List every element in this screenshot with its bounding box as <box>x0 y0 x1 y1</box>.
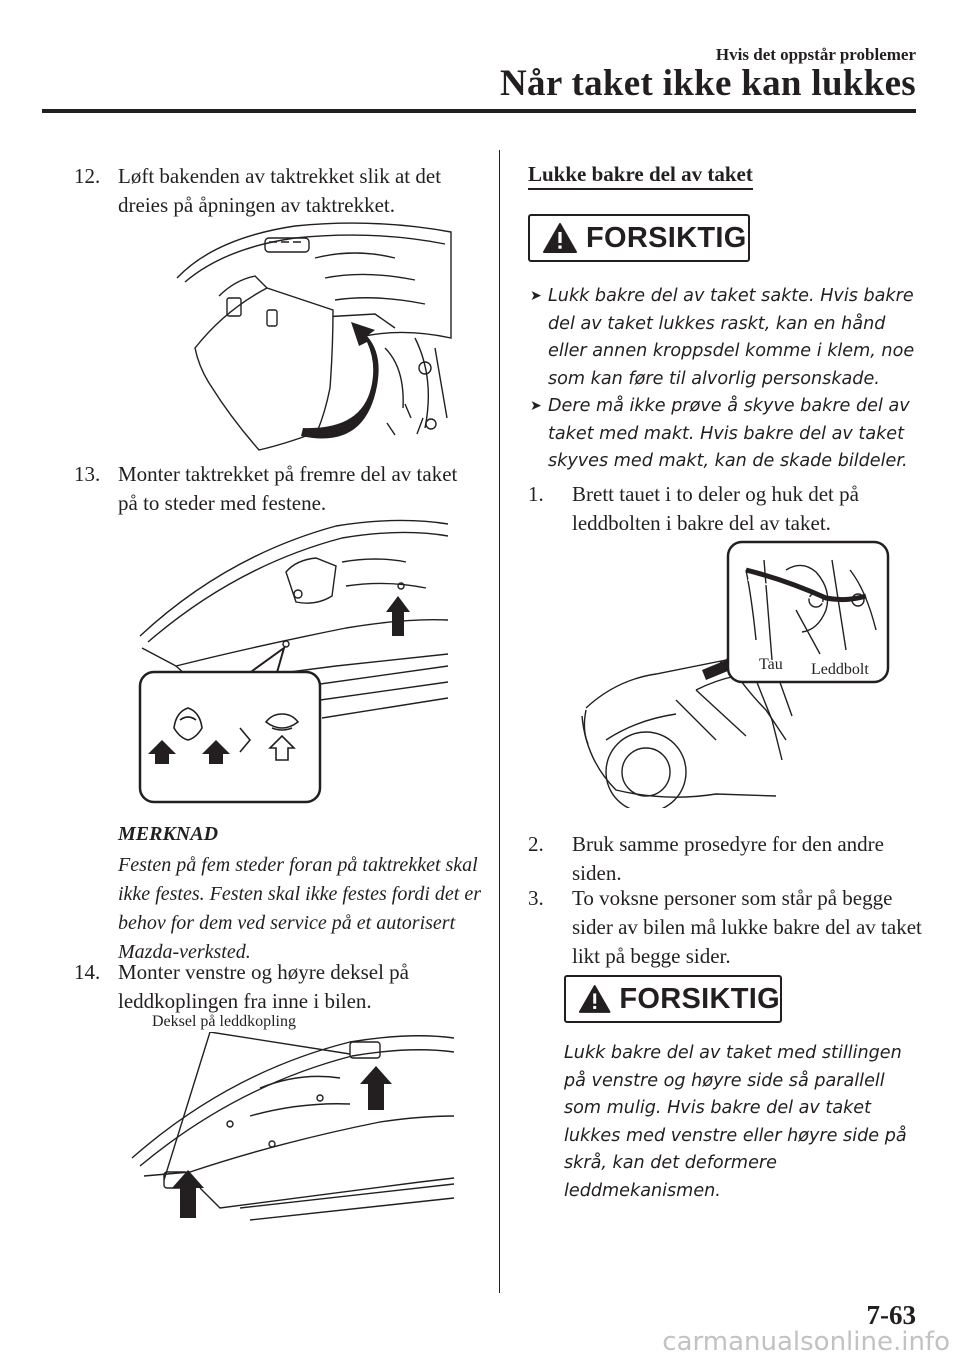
note-body: Festen på fem steder foran på taktrekket skal ikke festes. Festen skal ikke festes fordi det er behov for dem ved service på et autorisert Mazda-verksted. <box>118 854 482 963</box>
bullet-arrow-icon: ➤ <box>530 398 542 414</box>
caution-2-text: Lukk bakre del av taket med stillingen på venstre og høyre side så parallell som mulig. Hvis bakre del av taket lukkes med venstre eller høyre side på skrå, kan det deformere leddmekanismen. <box>564 1043 907 1201</box>
warning-triangle-icon <box>542 222 578 254</box>
header-rule <box>42 109 916 113</box>
figure-label-rope: Tau <box>759 656 783 673</box>
caution-box-2 <box>564 975 782 1023</box>
step-3 <box>528 884 923 971</box>
step-text: To voksne personer som står på begge sider av bilen må lukke bakre del av taket likt på begge sider. <box>572 886 922 968</box>
step-number: 12. <box>74 164 101 188</box>
step-number: 2. <box>528 832 544 856</box>
page-title: Når taket ikke kan lukkes <box>500 63 916 104</box>
caution-label: FORSIKTIG <box>619 982 780 1015</box>
figure-roof-trim-clips <box>136 516 452 806</box>
caution-label: FORSIKTIG <box>586 221 747 254</box>
step-12 <box>74 162 474 220</box>
step-number: 3. <box>528 886 544 910</box>
note-heading: MERKNAD <box>118 823 219 845</box>
figure-roof-trim-lift <box>155 218 455 454</box>
caution-bullet-text: Dere må ikke prøve å skyve bakre del av taket med makt. Hvis bakre del av taket skyves med makt, kan de skade bildeler. <box>548 396 910 471</box>
step-text: Monter taktrekket på fremre del av taket på to steder med festene. <box>118 462 458 515</box>
step-1 <box>528 480 923 538</box>
step-14 <box>74 958 474 1016</box>
warning-triangle-icon <box>578 983 611 1015</box>
caution-bullet-text: Lukk bakre del av taket sakte. Hvis bakre del av taket lukkes raskt, kan en hånd eller annen kroppsdel komme i klem, noe som kan føre til alvorlig personskade. <box>548 286 915 389</box>
column-divider <box>499 150 500 1293</box>
caution-bullet <box>528 283 928 393</box>
step-2 <box>528 830 923 888</box>
section-header: Hvis det oppstår problemer <box>715 45 916 64</box>
site-watermark: carmanualsonline.info <box>662 1327 950 1357</box>
figure-label-hinge-bolt: Leddbolt <box>811 661 869 678</box>
page-number: 7-63 <box>866 1300 916 1330</box>
figure-hinge-covers <box>120 1032 456 1222</box>
step-13 <box>74 460 474 518</box>
figure-label-hinge-cover: Deksel på leddkopling <box>152 1013 296 1030</box>
step-number: 13. <box>74 462 101 486</box>
bullet-arrow-icon: ➤ <box>530 288 542 304</box>
step-number: 1. <box>528 482 544 506</box>
section-title: Lukke bakre del av taket <box>528 162 753 190</box>
step-text: Monter venstre og høyre deksel på leddkoplingen fra inne i bilen. <box>118 960 409 1013</box>
caution-box-1 <box>528 214 750 262</box>
caution-bullet <box>528 393 928 476</box>
step-text: Løft bakenden av taktrekket slik at det dreies på åpningen av taktrekket. <box>118 164 442 217</box>
step-text: Bruk samme prosedyre for den andre siden. <box>572 832 884 885</box>
caution-1-bullets <box>528 283 928 476</box>
step-text: Brett tauet i to deler og huk det på leddbolten i bakre del av taket. <box>572 482 859 535</box>
step-number: 14. <box>74 960 101 984</box>
